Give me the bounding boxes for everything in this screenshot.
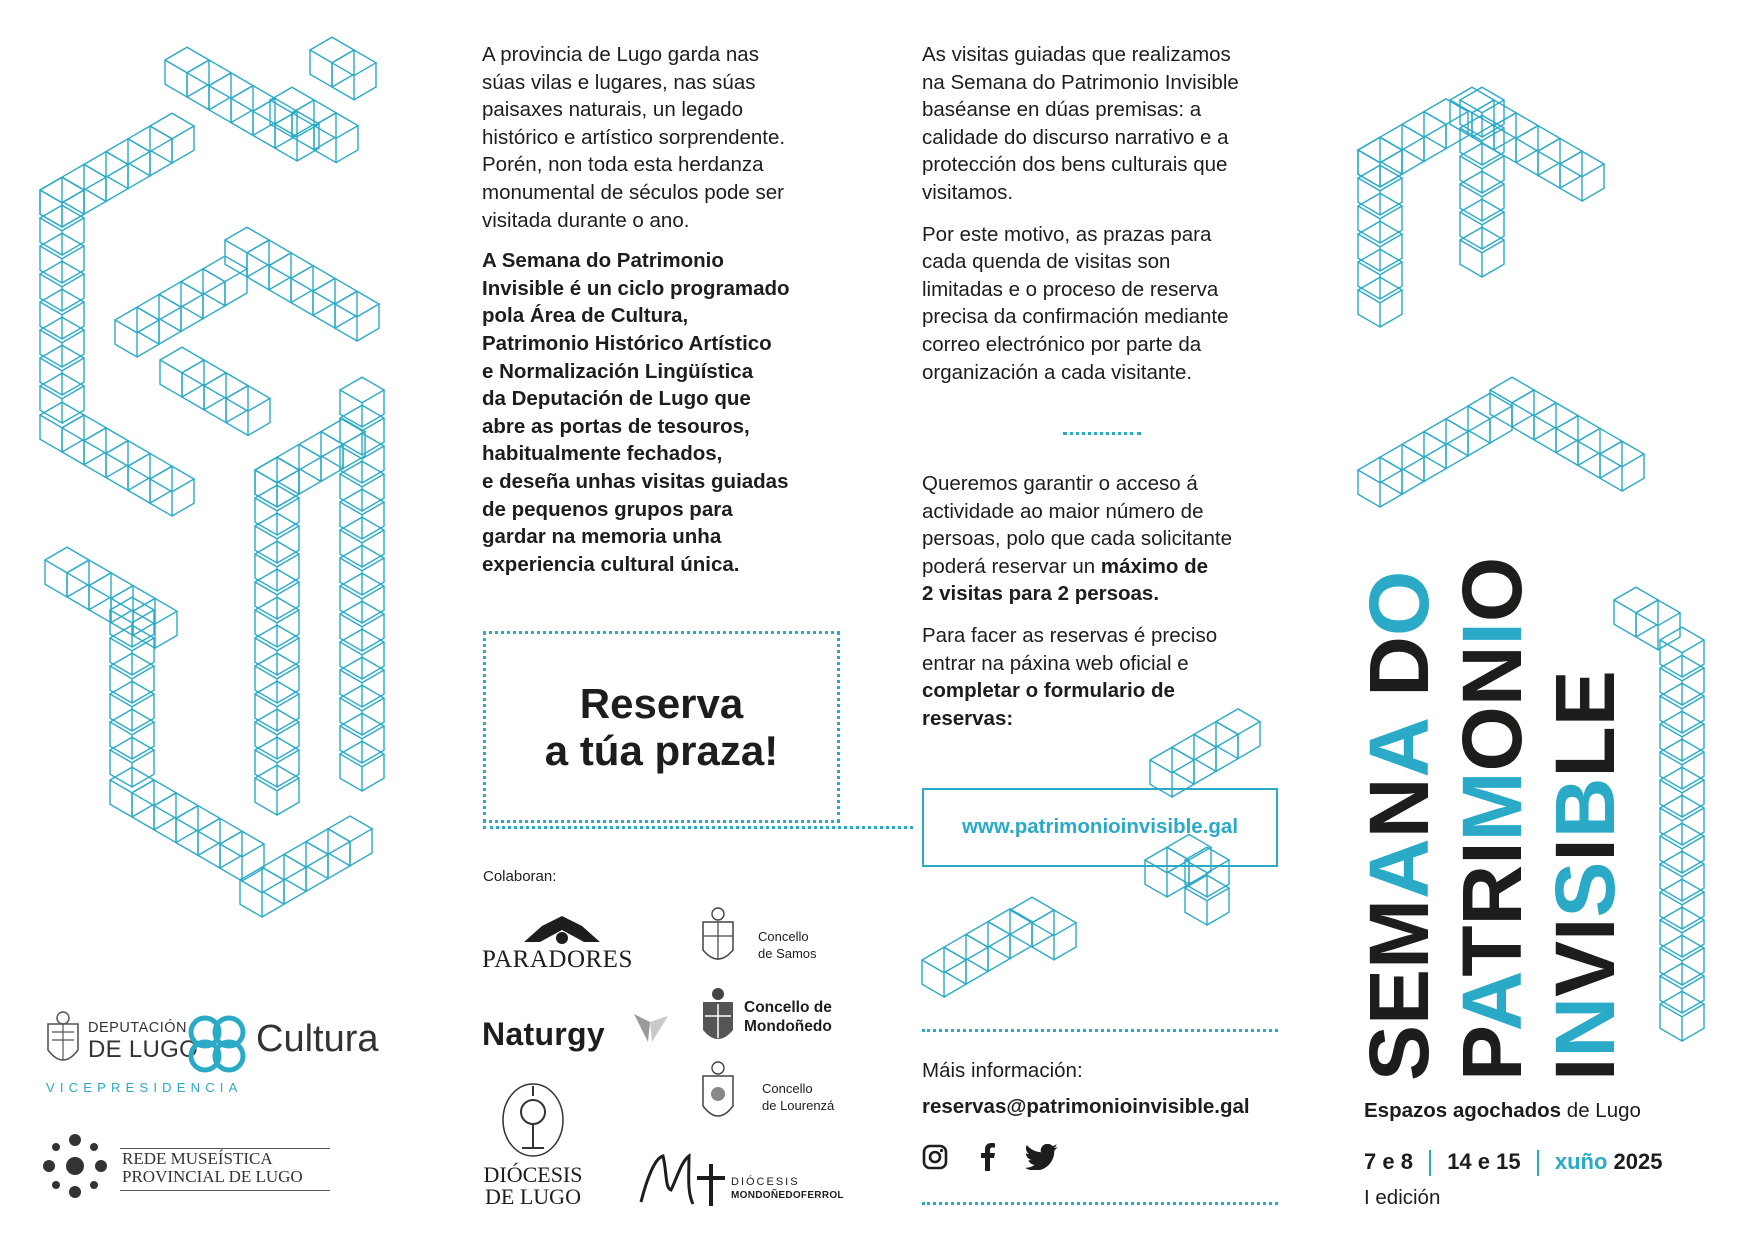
title-letter: O: [1445, 706, 1539, 772]
text-line: correo electrónico por parte da: [922, 332, 1202, 356]
diocesis-lugo-logo: [468, 1082, 598, 1210]
text-line: Porén, non toda esta herdanza: [482, 153, 764, 177]
title-letter: E: [1538, 670, 1632, 727]
visits-paragraph-4: [922, 622, 1302, 677]
text-line: habitualmente fechados,: [482, 442, 723, 466]
mondonedo-shield-icon: [700, 986, 736, 1050]
samos-line1: Concello: [758, 929, 809, 944]
concello-samos-logo: [700, 906, 850, 970]
event-dates: [1364, 1149, 1662, 1176]
title-letter: D: [1352, 636, 1446, 697]
concello-lourenza-logo: [700, 1060, 860, 1128]
paradores-text: PARADORES: [482, 946, 633, 973]
title-letter: O: [1352, 570, 1446, 637]
text-line: completar o formulario de: [922, 679, 1175, 703]
contact-email[interactable]: reservas@patrimonioinvisible.gal: [922, 1095, 1250, 1118]
separator-dots: [1063, 432, 1141, 435]
lourenza-line1: Concello: [762, 1081, 813, 1096]
concello-mondonedo-logo: [700, 986, 860, 1050]
text-line: visitada durante o ano.: [482, 208, 690, 232]
samos-shield-icon: [700, 906, 736, 970]
text-line: A Semana do Patrimonio: [482, 249, 724, 273]
edition-text: I edición: [1364, 1186, 1441, 1209]
title-letter: N: [1445, 645, 1539, 707]
text-line: protección dos bens culturais que: [922, 153, 1228, 177]
rede-museistica-line1: REDE MUSEÍSTICA: [122, 1149, 273, 1168]
twitter-icon[interactable]: [1026, 1144, 1058, 1170]
mf-monogram-icon: [637, 1148, 727, 1208]
title-letter: I: [1445, 841, 1539, 865]
title-letter: I: [1538, 1057, 1632, 1081]
website-box[interactable]: [922, 788, 1278, 867]
text-line: As visitas guiadas que realizamos: [922, 43, 1231, 66]
instagram-icon[interactable]: [922, 1144, 948, 1170]
deputacion-text: DEPUTACIÓN: [88, 1020, 187, 1036]
contact-bottom-dotted-line: [922, 1202, 1278, 1205]
text-line: súas vilas e lugares, nas súas: [482, 70, 756, 94]
museum-emblem-icon: [40, 1130, 110, 1202]
text-line: experiencia cultural única.: [482, 552, 740, 576]
text-line: de pequenos grupos para: [482, 497, 733, 521]
intro-section: [482, 41, 862, 578]
title-line-1: [1352, 570, 1446, 1081]
title-letter: N: [1352, 777, 1446, 839]
title-letter: A: [1445, 976, 1539, 1032]
text-line: Para facer as reservas é preciso: [922, 623, 1218, 647]
max-bold-text: máximo de: [1100, 554, 1209, 578]
date-first: 7 e 8: [1364, 1149, 1413, 1174]
reserve-line2: a túa praza!: [544, 727, 779, 774]
visits-paragraph-3: [922, 470, 1302, 553]
contact-label: Máis información:: [922, 1059, 1083, 1082]
title-letter: S: [1538, 861, 1632, 918]
title-letter: I: [1538, 838, 1632, 862]
paradores-logo: [482, 912, 642, 972]
subtitle-bold: Espazos agochados: [1364, 1099, 1562, 1122]
website-link[interactable]: www.patrimonioinvisible.gal: [961, 815, 1239, 838]
title-letter: A: [1352, 720, 1446, 778]
title-letter: S: [1352, 1024, 1446, 1081]
title-letter: B: [1538, 777, 1632, 839]
text-line: Invisible é un ciclo programado: [482, 276, 790, 300]
date-year: 2025: [1613, 1149, 1663, 1174]
lugo-text: DE LUGO: [88, 1036, 199, 1063]
monstrance-icon: [498, 1082, 568, 1162]
title-letter: N: [1538, 996, 1632, 1058]
text-line: Por este motivo, as prazas para: [922, 222, 1212, 246]
rede-museistica-line2: PROVINCIAL DE LUGO: [122, 1167, 303, 1186]
naturgy-logo: [482, 1012, 672, 1060]
visits-paragraph-3-line5: 2 visitas para 2 persoas.: [922, 582, 1160, 606]
deputacion-logo: [42, 1010, 402, 1095]
text-line: precisa da confirmación mediante: [922, 305, 1229, 329]
text-line: Patrimonio Histórico Artístico: [482, 331, 772, 355]
text-line: limitadas e o proceso de reserva: [922, 277, 1219, 301]
text-line: gardar na memoria unha: [482, 525, 722, 549]
title-letter: V: [1538, 940, 1632, 997]
date-second: 14 e 15: [1447, 1149, 1521, 1174]
text-line: actividade ao maior número de: [922, 499, 1204, 523]
rede-museistica-logo: [40, 1130, 340, 1210]
text-line: A provincia de Lugo garda nas: [482, 43, 759, 66]
text-line: reservas:: [922, 706, 1014, 730]
title-letter: L: [1538, 726, 1632, 778]
title-line-2: [1445, 556, 1539, 1081]
paradores-crown-icon: [522, 912, 602, 948]
diocesis-mondonedo-ferrol-logo: [637, 1148, 887, 1212]
title-letter: I: [1538, 917, 1632, 941]
title-letter: E: [1352, 968, 1446, 1025]
contact-top-dotted-line: [922, 1029, 1278, 1032]
vicepresidencia-text: VICEPRESIDENCIA: [46, 1080, 243, 1095]
title-letter: O: [1445, 556, 1539, 623]
text-line: pola Área de Cultura,: [482, 304, 689, 328]
text-line: organización a cada visitante.: [922, 360, 1193, 384]
reserve-heading: [483, 680, 840, 774]
title-letter: R: [1445, 864, 1539, 926]
subtitle: [1364, 1099, 1641, 1123]
diocesis-ferrol-line2: MONDOÑEDOFERROL: [731, 1190, 844, 1201]
text-line: visitamos.: [922, 180, 1014, 204]
visits-paragraph-4-bold: [922, 677, 1302, 732]
title-letter: [1352, 697, 1446, 720]
diocesis-lugo-line2: DE LUGO: [485, 1184, 581, 1209]
title-letter: M: [1445, 771, 1539, 842]
text-line: baséanse en dúas premisas: a: [922, 98, 1202, 122]
title-letter: P: [1445, 1031, 1539, 1081]
text-line: e Normalización Lingüística: [482, 359, 754, 383]
intro-bold-paragraph: [482, 247, 862, 578]
butterfly-icon: [630, 1012, 670, 1048]
connector-dotted-line: [483, 826, 913, 829]
diocesis-ferrol-line1: DIÓCESIS: [731, 1176, 800, 1188]
text-line: persoas, polo que cada solicitante: [922, 527, 1232, 551]
visits-paragraph-3-line4: [922, 553, 1302, 581]
facebook-icon[interactable]: [980, 1143, 996, 1171]
text-line: cada quenda de visitas son: [922, 250, 1171, 274]
pattern-cube: [1660, 627, 1704, 677]
lourenza-shield-icon: [700, 1060, 736, 1128]
date-month: xuño: [1554, 1149, 1608, 1174]
mondonedo-line2: Mondoñedo: [744, 1018, 832, 1035]
lourenza-line2: de Lourenzá: [762, 1098, 835, 1113]
visits-paragraph-2: [922, 221, 1302, 387]
visits-paragraph-1: [922, 41, 1302, 207]
visits-section: [922, 41, 1302, 386]
reserve-line1: Reserva: [579, 680, 744, 727]
title-letter: I: [1445, 622, 1539, 646]
mondonedo-line1: Concello de: [744, 999, 832, 1016]
samos-line2: de Samos: [758, 946, 817, 961]
text-line: Queremos garantir o acceso á: [922, 472, 1198, 495]
intro-paragraph: [482, 41, 862, 234]
text-line: calidade do discurso narrativo e a: [922, 125, 1229, 149]
coat-of-arms-icon: [42, 1010, 84, 1074]
text-line: abre as portas de tesouros,: [482, 414, 750, 438]
title-letter: T: [1445, 925, 1539, 977]
subtitle-normal: de Lugo: [1561, 1099, 1641, 1122]
collaborators-heading: Colaboran:: [483, 868, 557, 885]
text-line: paisaxes naturais, un legado: [482, 98, 743, 122]
text-line: entrar na páxina web oficial e: [922, 651, 1189, 675]
naturgy-text: Naturgy: [482, 1016, 606, 1052]
title-letter: M: [1352, 898, 1446, 969]
cultura-text: Cultura: [256, 1018, 379, 1060]
title-line-3: [1538, 670, 1632, 1081]
title-letter: A: [1352, 838, 1446, 899]
text-line: histórico e artístico sorprendente.: [482, 125, 786, 149]
max-prefix-text: poderá reservar un: [922, 554, 1101, 578]
diocesis-lugo-line1: DIÓCESIS: [483, 1162, 583, 1187]
text-line: na Semana do Patrimonio Invisible: [922, 70, 1239, 94]
text-line: da Deputación de Lugo que: [482, 387, 751, 411]
text-line: e deseña unhas visitas guiadas: [482, 469, 789, 493]
cultura-knot-icon: [185, 1014, 249, 1074]
booking-limit-section: [922, 470, 1302, 732]
text-line: monumental de séculos pode ser: [482, 180, 784, 204]
